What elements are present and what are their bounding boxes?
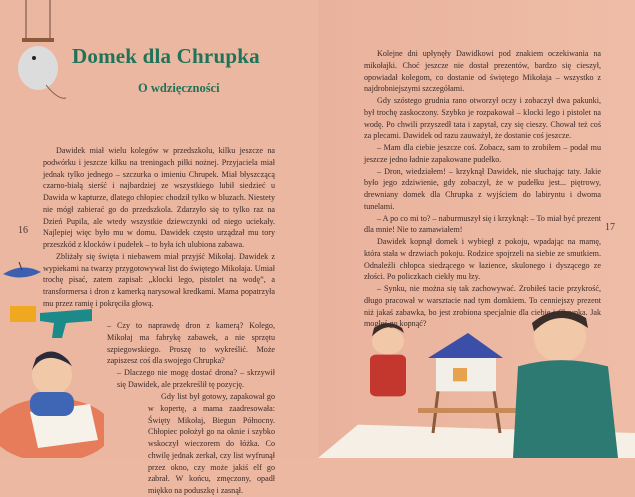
- paragraph: Dawidek miał wielu kolegów w przedszkolu, kilku jeszcze na podwórku i jeszcze kilku na treningach piłki nożnej. Przyjaciela miał jednak tylko jednego – szczurka o imieniu Chrupek. Miał błyszczącą czarno-białą sierść i najbardziej ze wszystkiego lubił siedzieć u Dawida w kapturze, dlatego chłopiec chodził tylko w bluzach. Niestety nie mógł zabierać go do przedszkola. Zdarzyło się to tylko raz na Dzień Pupila, ale wtedy wszystkie dziewczynki od niego uciekały. Najlepiej więc było mu w domu. Dawidek często urządzał mu tory przeszkód z klocków i pudełek – to była ich ulubiona zabawa.: [43, 146, 275, 249]
- paragraph: Gdy list był gotowy, zapakował go w kopertę, a mama zaadresowała: Święty Mikołaj, Biegun Północny. Chłopiec położył go na oknie i szybko wskoczył wieczorem do łóżka. Co chwilę jednak zerkał, czy list wyfrunął przez okno, czy może jakiś elf go zabrał. W końcu, zmęczony, opadł miękko na poduszkę i zasnął.: [148, 392, 275, 495]
- left-text-end: [148, 391, 275, 497]
- left-text-dialogue: [107, 320, 275, 391]
- left-text-main: [43, 145, 275, 310]
- paragraph: Kolejne dni upłynęły Dawidkowi pod znakiem oczekiwania na mikołajki. Choć jeszcze nie dostał prezentów, bardzo się cieszył, opowiadał kolegom, co dostanie od świętego Mikołaja – wszystko z najdrobniejszymi szczegółami.: [364, 49, 601, 94]
- drone-illustration: [2, 262, 42, 286]
- page-number: 16: [18, 225, 28, 236]
- paragraph: Dawidek kopnął domek i wybiegł z pokoju, wpadając na mamę, która stała w drzwiach pokoju. Rodzice spojrzeli na siebie ze smutkiem. Odnaleźli chłopca siedzącego w łazience, skulonego i dyszącego ze złości. Po policzkach ciekły mu łzy.: [364, 237, 601, 282]
- paragraph: – Dron, wiedziałem! – krzyknął Dawidek, nie słuchając taty. Jakie było jego zdziwienie, gdy zobaczył, że w pudełku jest... piętrowy, drewniany domek dla Chrupka z wyjściem do labiryntu i dwoma tunelami.: [364, 166, 601, 211]
- paragraph: Zbliżały się święta i niebawem miał przyjść Mikołaj. Dawidek z wypiekami na twarzy przygotowywał list do świętego Mikołaja. Umiał trochę pisać, zatem zapisał: „klocki lego, pistolet na wodę”, a transformersa i dron z kamerką narysował kredkami. Mama popatrzyła mu przez ramię i pokręciła głową.: [43, 251, 275, 308]
- illustration-scene: [318, 308, 635, 458]
- story-title: Domek dla Chrupka: [72, 44, 260, 68]
- paragraph: Gdy szóstego grudnia rano otworzył oczy i zobaczył dwa pakunki, był trochę zaskoczony. Szybko je rozpakował – klocki lego i pistolet na wodę. Po chwili przyszedł tata i zapytał, czy się cieszy. Chował też coś za plecami. Dawidek od razu zauważył, że dostanie coś jeszcze.: [364, 96, 601, 141]
- paragraph: – Mam dla ciebie jeszcze coś. Zobacz, sam to zrobiłem – podał mu jeszcze jedno ładnie zapakowane pudełko.: [364, 143, 601, 164]
- paragraph: – Czy to naprawdę dron z kamerą? Kolego, Mikołaj ma fabrykę zabawek, a nie sprzętu szpiegowskiego. Proszę to wykreślić. Może zapiszesz coś dla swojego Chrupka?: [107, 321, 275, 366]
- right-page: [318, 0, 635, 458]
- paragraph: – Synku, nie można się tak zachowywać. Zrobiłeś tacie przykrość, długo pracował w warsztacie nad tym domkiem. To cenniejszy prezent niż jakaś zabawka, bo jest zrobiona specjalnie dla ciebie i Chrupka. Jak mogłeś go kopnąć?: [364, 284, 601, 329]
- paragraph: – Dlaczego nie mogę dostać drona? – skrzywił się Dawidek, ale przekreślił tę pozycję.: [117, 368, 275, 389]
- left-page: [0, 0, 318, 495]
- lego-brick-illustration: [8, 300, 38, 325]
- right-text: [364, 48, 601, 330]
- story-subtitle: O wdzięczności: [138, 81, 220, 95]
- water-pistol-illustration: [40, 306, 100, 340]
- page-number: 17: [605, 222, 615, 233]
- boy-writing-illustration: [0, 340, 104, 458]
- paragraph: – A po co mi to? – naburmuszył się i krzyknął: – To miał być prezent dla mnie! Nie to zamawiałem!: [364, 213, 601, 235]
- rat-on-swing-illustration: [8, 0, 68, 110]
